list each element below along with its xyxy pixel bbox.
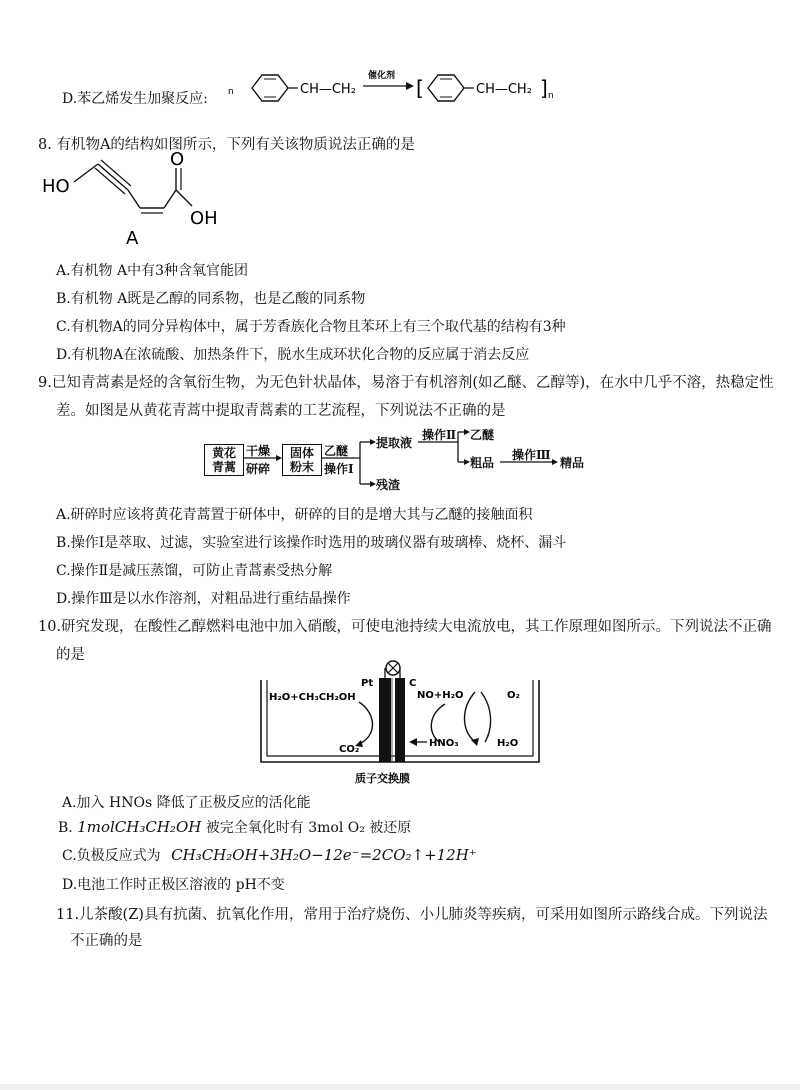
- a-label: A: [126, 228, 139, 249]
- q10-option-d: D.电池工作时正极区溶液的 pH不变: [62, 877, 285, 893]
- q7-option-d-label: D.苯乙烯发生加聚反应:: [62, 91, 208, 107]
- flow-ether2-label: 乙醚: [470, 428, 495, 442]
- q9-option-d: D.操作Ⅲ是以水作溶剂，对粗品进行重结晶操作: [56, 591, 351, 607]
- flow-op1-label: 操作Ⅰ: [324, 462, 354, 476]
- q8-option-a: A.有机物 A中有3种含氧官能团: [56, 263, 249, 279]
- q9-option-c: C.操作Ⅱ是减压蒸馏，可防止青蒿素受热分解: [56, 563, 333, 579]
- anode-equation: CH₃CH₂OH+3H₂O−12e⁻=2CO₂↑+12H⁺: [171, 846, 477, 864]
- flow-grind-label: 研碎: [246, 462, 271, 476]
- q11-stem-line1: 11.儿茶酸(Z)具有抗菌、抗氧化作用，常用于治疗烧伤、小儿肺炎等疾病，可采用如图所示路线合成。下列说法: [56, 907, 768, 923]
- ethanol-formula: 1molCH₃CH₂OH: [77, 818, 202, 836]
- q10-stem-line2: 的是: [56, 647, 85, 663]
- fuel-cell-diagram: [255, 658, 545, 788]
- oh-label: OH: [190, 208, 218, 229]
- h2o-label: H₂O: [497, 738, 519, 749]
- flow-ether-label: 乙醚: [324, 444, 349, 458]
- flow-op3-label: 操作Ⅲ: [512, 448, 551, 462]
- flow-extract-label: 提取液: [376, 436, 413, 450]
- flow-fine-label: 精品: [560, 456, 585, 470]
- svg-text:]: ]: [540, 76, 548, 100]
- ch-ch2-monomer: CH—CH₂: [300, 82, 356, 97]
- q10-option-c: C.负极反应式为 CH₃CH₂OH+3H₂O−12e⁻=2CO₂↑+12H⁺: [62, 846, 477, 864]
- q10-option-a: A.加入 HNOs 降低了正极反应的活化能: [62, 795, 311, 811]
- q10-option-b: B. 1molCH₃CH₂OH 被完全氧化时有 3mol O₂ 被还原: [58, 818, 412, 836]
- extraction-flowchart: [200, 426, 600, 496]
- q9-stem-line1: 9.已知青蒿素是烃的含氧衍生物，为无色针状晶体，易溶于有机溶剂(如乙醚、乙醇等)，在水中几乎不溶，热稳定性: [38, 375, 774, 391]
- q10-stem-line1: 10.研究发现，在酸性乙醇燃料电池中加入硝酸，可使电池持续大电流放电，其工作原理如图所示。下列说法不正确: [38, 619, 772, 635]
- flow-box-raw: 黄花 青蒿: [204, 444, 244, 476]
- flow-box-powder: 固体 粉末: [282, 444, 322, 476]
- c-label: C: [409, 678, 417, 689]
- q7-option-d: [62, 90, 208, 108]
- compound-a-structure: [40, 150, 240, 250]
- flow-arrows: [200, 426, 600, 496]
- q9-option-b: B.操作Ⅰ是萃取、过滤，实验室进行该操作时选用的玻璃仪器有玻璃棒、烧杯、漏斗: [56, 535, 567, 551]
- q8-option-b: B.有机物 A既是乙醇的同系物，也是乙酸的同系物: [56, 291, 366, 307]
- ch-ch2-polymer: CH—CH₂: [476, 82, 532, 97]
- flow-residue-label: 残渣: [376, 478, 401, 492]
- o2-label: O₂: [507, 690, 520, 701]
- n-subscript: n: [548, 91, 554, 101]
- flow-op2-label: 操作Ⅱ: [422, 428, 457, 442]
- ho-label: HO: [42, 176, 70, 197]
- q9-stem-line2: 差。如图是从黄花青蒿中提取青蒿素的工艺流程，下列说法不正确的是: [56, 403, 506, 419]
- page-bottom-edge: [0, 1084, 800, 1090]
- q8-stem: 8. 有机物A的结构如图所示，下列有关该物质说法正确的是: [38, 137, 415, 153]
- flow-crude-label: 粗品: [470, 456, 495, 470]
- left-reactant-label: H₂O+CH₃CH₂OH: [269, 692, 356, 703]
- q11-stem-line2: 不正确的是: [70, 933, 143, 949]
- styrene-polymerization-equation: [228, 62, 568, 112]
- svg-text:[: [: [416, 76, 424, 100]
- hno3-label: HNO₃: [429, 738, 459, 749]
- o-label: O: [170, 150, 185, 170]
- membrane-label: 质子交换膜: [355, 772, 410, 785]
- no-h2o-label: NO+H₂O: [417, 690, 464, 701]
- pt-label: Pt: [361, 678, 374, 689]
- q8-option-d: D.有机物A在浓硫酸、加热条件下，脱水生成环状化合物的反应属于消去反应: [56, 347, 530, 363]
- catalyst-label: 催化剂: [368, 71, 396, 81]
- q8-option-c: C.有机物A的同分异构体中，属于芳香族化合物且苯环上有三个取代基的结构有3种: [56, 319, 566, 335]
- n-coefficient: n: [228, 87, 234, 97]
- flow-dry-label: 干燥: [246, 444, 271, 458]
- co2-label: CO₂: [339, 744, 360, 755]
- q9-option-a: A.研碎时应该将黄花青蒿置于研体中，研碎的目的是增大其与乙醚的接触面积: [56, 507, 533, 523]
